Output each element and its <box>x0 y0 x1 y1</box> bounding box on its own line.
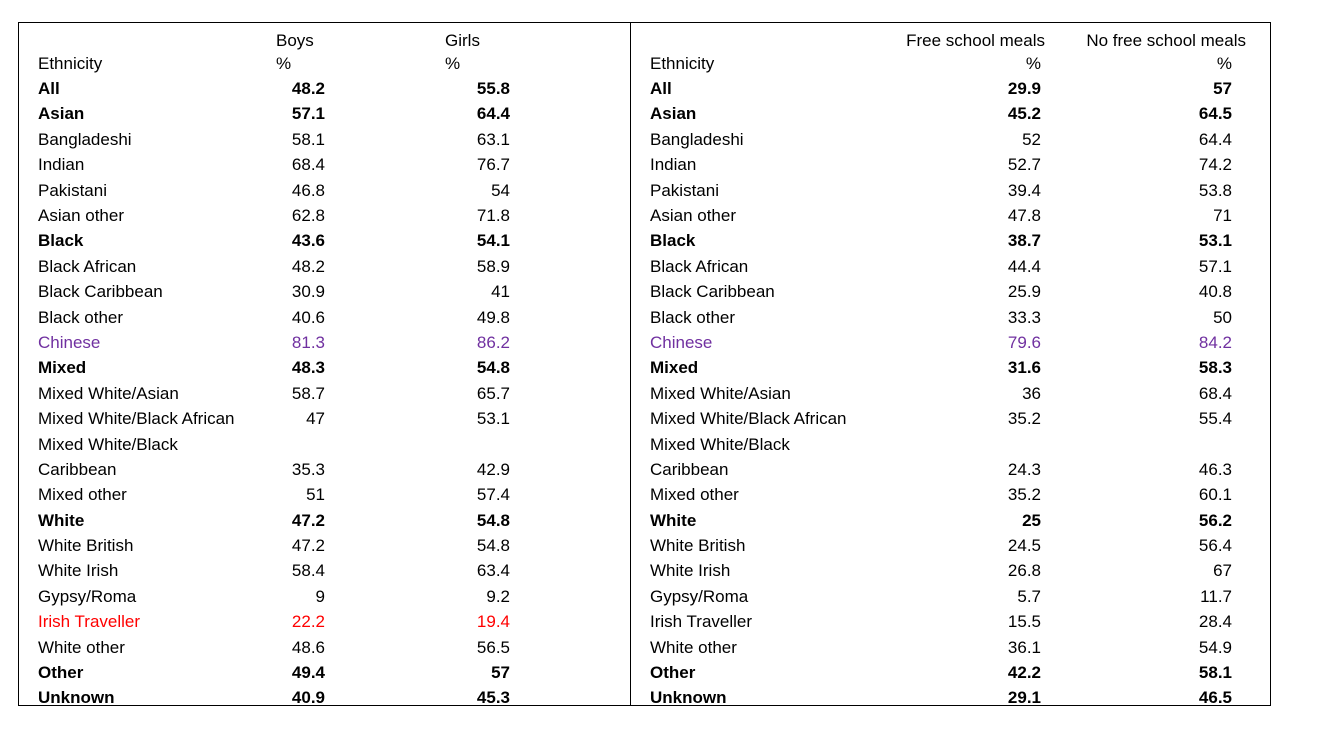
fsm-header: Free school meals <box>906 31 1045 50</box>
ethnicity-cell: Mixed White/Black African <box>650 409 847 429</box>
value-cell: 64.4 <box>476 104 510 124</box>
table-row <box>631 432 1270 482</box>
value-cell: 57.1 <box>291 104 325 124</box>
value-cell: 29.1 <box>1007 688 1041 708</box>
ethnicity-cell: Black other <box>38 307 124 327</box>
value-cell: 52 <box>1022 129 1041 149</box>
ethnicity-cell: Asian other <box>38 206 124 225</box>
value-cell: 57 <box>1213 79 1232 98</box>
value-cell: 45.2 <box>1007 104 1041 124</box>
ethnicity-cell: Asian <box>38 104 85 124</box>
ethnicity-cell: Mixed <box>38 358 87 378</box>
table-row <box>631 228 1270 253</box>
value-cell: 76.7 <box>476 155 510 175</box>
table-row <box>19 254 630 279</box>
value-cell: 42.2 <box>1007 663 1041 682</box>
ethnicity-cell-continued: Caribbean <box>38 459 117 479</box>
value-cell: 58.1 <box>291 129 325 149</box>
table-row <box>631 254 1270 279</box>
ethnicity-cell: Black <box>650 231 696 251</box>
ethnicity-cell: White other <box>650 637 737 657</box>
ethnicity-cell: Unknown <box>38 688 115 708</box>
value-cell: 58.3 <box>1198 358 1232 378</box>
value-cell: 25 <box>1022 510 1041 530</box>
value-cell: 57.4 <box>476 485 510 505</box>
no-fsm-header: No free school meals <box>1086 31 1246 50</box>
value-cell: 71.8 <box>476 206 510 225</box>
value-cell: 64.5 <box>1198 104 1232 124</box>
value-cell: 54.8 <box>476 358 510 378</box>
value-cell: 58.1 <box>1198 663 1232 682</box>
value-cell: 48.3 <box>291 358 325 378</box>
table-row <box>631 203 1270 228</box>
ethnicity-cell: White other <box>38 637 125 657</box>
value-cell: 58.7 <box>291 383 325 403</box>
value-cell: 53.1 <box>1198 231 1232 251</box>
value-cell: 29.9 <box>1007 79 1041 98</box>
table-row <box>631 355 1270 380</box>
value-cell: 53.1 <box>476 409 510 429</box>
ethnicity-cell: Mixed <box>650 358 699 378</box>
ethnicity-cell: Black other <box>650 307 736 327</box>
value-cell: 64.4 <box>1198 129 1232 149</box>
ethnicity-cell: White Irish <box>650 561 731 581</box>
value-cell: 41 <box>491 282 510 302</box>
value-cell: 52.7 <box>1007 155 1041 175</box>
value-cell: 74.2 <box>1198 155 1232 175</box>
value-cell: 30.9 <box>291 282 325 302</box>
value-cell: 51 <box>306 485 325 505</box>
value-cell: 45.3 <box>476 688 510 708</box>
value-cell: 25.9 <box>1007 282 1041 302</box>
table-row <box>19 482 630 507</box>
boys-girls-table <box>18 22 631 706</box>
value-cell: 79.6 <box>1007 333 1041 352</box>
ethnicity-cell: Pakistani <box>650 180 719 200</box>
ethnicity-cell: Mixed White/Black <box>38 434 178 454</box>
ethnicity-cell: Indian <box>38 155 85 175</box>
value-cell: 71 <box>1213 206 1232 225</box>
ethnicity-cell: Chinese <box>650 333 713 352</box>
table-row <box>19 609 630 634</box>
no-fsm-unit: % <box>1216 54 1232 73</box>
ethnicity-cell: Black African <box>38 256 137 276</box>
girls-header: Girls <box>445 31 480 50</box>
ethnicity-cell: White Irish <box>38 561 119 581</box>
value-cell: 15.5 <box>1007 612 1041 632</box>
value-cell: 62.8 <box>291 206 325 225</box>
value-cell: 11.7 <box>1200 586 1232 606</box>
value-cell: 28.4 <box>1198 612 1232 632</box>
ethnicity-cell-continued: Caribbean <box>650 459 729 479</box>
ethnicity-cell: Asian other <box>650 206 736 225</box>
table-row <box>631 381 1270 406</box>
table-row <box>19 178 630 203</box>
value-cell: 39.4 <box>1007 180 1041 200</box>
table-row <box>19 584 630 609</box>
ethnicity-cell: Mixed White/Black <box>650 434 790 454</box>
ethnicity-cell: Mixed White/Black African <box>38 409 235 429</box>
ethnicity-cell: White British <box>38 536 134 555</box>
table-row <box>631 305 1270 330</box>
value-cell: 40.8 <box>1198 282 1232 302</box>
table-row <box>19 660 630 685</box>
table-row <box>631 635 1270 660</box>
value-cell: 54.9 <box>1198 637 1232 657</box>
ethnicity-cell: Gypsy/Roma <box>38 586 137 606</box>
table-row <box>19 533 630 558</box>
value-cell: 86.2 <box>476 333 510 352</box>
value-cell: 68.4 <box>1198 383 1232 403</box>
ethnicity-header: Ethnicity <box>650 54 715 73</box>
table-row <box>631 609 1270 634</box>
ethnicity-cell: Black <box>38 231 84 251</box>
ethnicity-cell: Pakistani <box>38 180 107 200</box>
value-cell: 65.7 <box>476 383 510 403</box>
value-cell: 84.2 <box>1198 333 1232 352</box>
value-cell: 33.3 <box>1007 307 1041 327</box>
ethnicity-header: Ethnicity <box>38 54 103 73</box>
value-cell: 9 <box>315 586 325 606</box>
ethnicity-cell: White <box>650 510 697 530</box>
value-cell: 35.2 <box>1007 409 1041 429</box>
table-row <box>631 558 1270 583</box>
table-row <box>19 381 630 406</box>
ethnicity-cell: Irish Traveller <box>650 612 753 632</box>
ethnicity-cell: All <box>650 79 672 98</box>
ethnicity-cell: Mixed White/Asian <box>38 383 179 403</box>
table-row <box>19 635 630 660</box>
value-cell: 63.4 <box>476 561 510 581</box>
table-row <box>631 533 1270 558</box>
ethnicity-cell: Gypsy/Roma <box>650 586 749 606</box>
ethnicity-cell: Mixed other <box>650 485 739 505</box>
value-cell: 48.2 <box>291 256 325 276</box>
value-cell: 40.6 <box>291 307 325 327</box>
value-cell: 55.4 <box>1198 409 1232 429</box>
value-cell: 46.5 <box>1198 688 1232 708</box>
value-cell: 54.8 <box>476 510 510 530</box>
table-row <box>19 558 630 583</box>
ethnicity-cell: White British <box>650 536 746 555</box>
table-row <box>19 406 630 431</box>
table-row <box>631 279 1270 304</box>
table-row <box>631 508 1270 533</box>
value-cell: 48.2 <box>291 79 325 98</box>
table-row <box>631 101 1270 126</box>
table-row <box>631 152 1270 177</box>
value-cell: 36.1 <box>1007 637 1041 657</box>
table-row <box>19 76 630 101</box>
free-school-meals-table <box>630 22 1271 706</box>
value-cell: 22.2 <box>291 612 325 632</box>
value-cell: 47 <box>306 409 325 429</box>
value-cell: 24.3 <box>1007 459 1041 479</box>
ethnicity-cell: Bangladeshi <box>650 129 744 149</box>
ethnicity-cell: Mixed White/Asian <box>650 383 791 403</box>
value-cell: 53.8 <box>1198 180 1232 200</box>
table-row <box>631 76 1270 101</box>
table-row <box>19 127 630 152</box>
value-cell: 55.8 <box>476 79 510 98</box>
value-cell: 24.5 <box>1007 536 1041 555</box>
value-cell: 35.2 <box>1007 485 1041 505</box>
value-cell: 56.2 <box>1198 510 1232 530</box>
table-row <box>19 355 630 380</box>
value-cell: 68.4 <box>291 155 325 175</box>
value-cell: 60.1 <box>1198 485 1232 505</box>
girls-unit: % <box>445 54 461 73</box>
table-row <box>631 584 1270 609</box>
value-cell: 50 <box>1213 307 1232 327</box>
table-row <box>19 228 630 253</box>
ethnicity-cell: Indian <box>650 155 697 175</box>
value-cell: 48.6 <box>291 637 325 657</box>
value-cell: 58.4 <box>291 561 325 581</box>
value-cell: 54.1 <box>476 231 510 251</box>
value-cell: 44.4 <box>1007 256 1041 276</box>
table-row <box>631 685 1270 710</box>
table-row <box>19 432 630 482</box>
value-cell: 46.8 <box>291 180 325 200</box>
ethnicity-cell: White <box>38 510 85 530</box>
table-row <box>19 685 630 710</box>
ethnicity-cell: Asian <box>650 104 697 124</box>
value-cell: 49.8 <box>476 307 510 327</box>
value-cell: 67 <box>1213 561 1232 581</box>
value-cell: 35.3 <box>291 459 325 479</box>
ethnicity-cell: Mixed other <box>38 485 127 505</box>
value-cell: 19.4 <box>476 612 510 632</box>
value-cell: 26.8 <box>1007 561 1041 581</box>
ethnicity-cell: Black Caribbean <box>38 282 163 302</box>
ethnicity-cell: Unknown <box>650 688 727 708</box>
value-cell: 54 <box>491 180 510 200</box>
table-row <box>631 482 1270 507</box>
ethnicity-cell: Chinese <box>38 333 101 352</box>
table-row <box>631 178 1270 203</box>
value-cell: 47.8 <box>1007 206 1041 225</box>
table-row <box>19 101 630 126</box>
value-cell: 49.4 <box>291 663 325 682</box>
ethnicity-cell: Bangladeshi <box>38 129 132 149</box>
value-cell: 42.9 <box>476 459 510 479</box>
value-cell: 81.3 <box>291 333 325 352</box>
table-row <box>19 203 630 228</box>
value-cell: 58.9 <box>476 256 510 276</box>
ethnicity-cell: Black Caribbean <box>650 282 775 302</box>
value-cell: 54.8 <box>476 536 510 555</box>
table-row <box>19 508 630 533</box>
value-cell: 57 <box>491 663 510 682</box>
table-row <box>19 279 630 304</box>
value-cell: 43.6 <box>291 231 325 251</box>
value-cell: 47.2 <box>291 510 325 530</box>
value-cell: 56.4 <box>1198 536 1232 555</box>
value-cell: 63.1 <box>476 129 510 149</box>
table-row <box>19 330 630 355</box>
value-cell: 38.7 <box>1007 231 1041 251</box>
table-row <box>631 406 1270 431</box>
table-row <box>19 305 630 330</box>
table-row <box>631 660 1270 685</box>
value-cell: 46.3 <box>1198 459 1232 479</box>
ethnicity-cell: Other <box>650 663 696 682</box>
value-cell: 57.1 <box>1198 256 1232 276</box>
fsm-unit: % <box>1025 54 1041 73</box>
boys-unit: % <box>276 54 292 73</box>
ethnicity-cell: Irish Traveller <box>38 612 141 632</box>
value-cell: 47.2 <box>291 536 325 555</box>
value-cell: 36 <box>1022 383 1041 403</box>
value-cell: 31.6 <box>1007 358 1041 378</box>
value-cell: 9.2 <box>486 586 510 606</box>
ethnicity-cell: Black African <box>650 256 749 276</box>
value-cell: 56.5 <box>476 637 510 657</box>
table-row <box>631 127 1270 152</box>
ethnicity-cell: Other <box>38 663 84 682</box>
table-row <box>19 152 630 177</box>
boys-header: Boys <box>276 31 314 50</box>
table-row <box>631 330 1270 355</box>
value-cell: 5.7 <box>1017 586 1041 606</box>
ethnicity-cell: All <box>38 79 60 98</box>
value-cell: 40.9 <box>291 688 325 708</box>
